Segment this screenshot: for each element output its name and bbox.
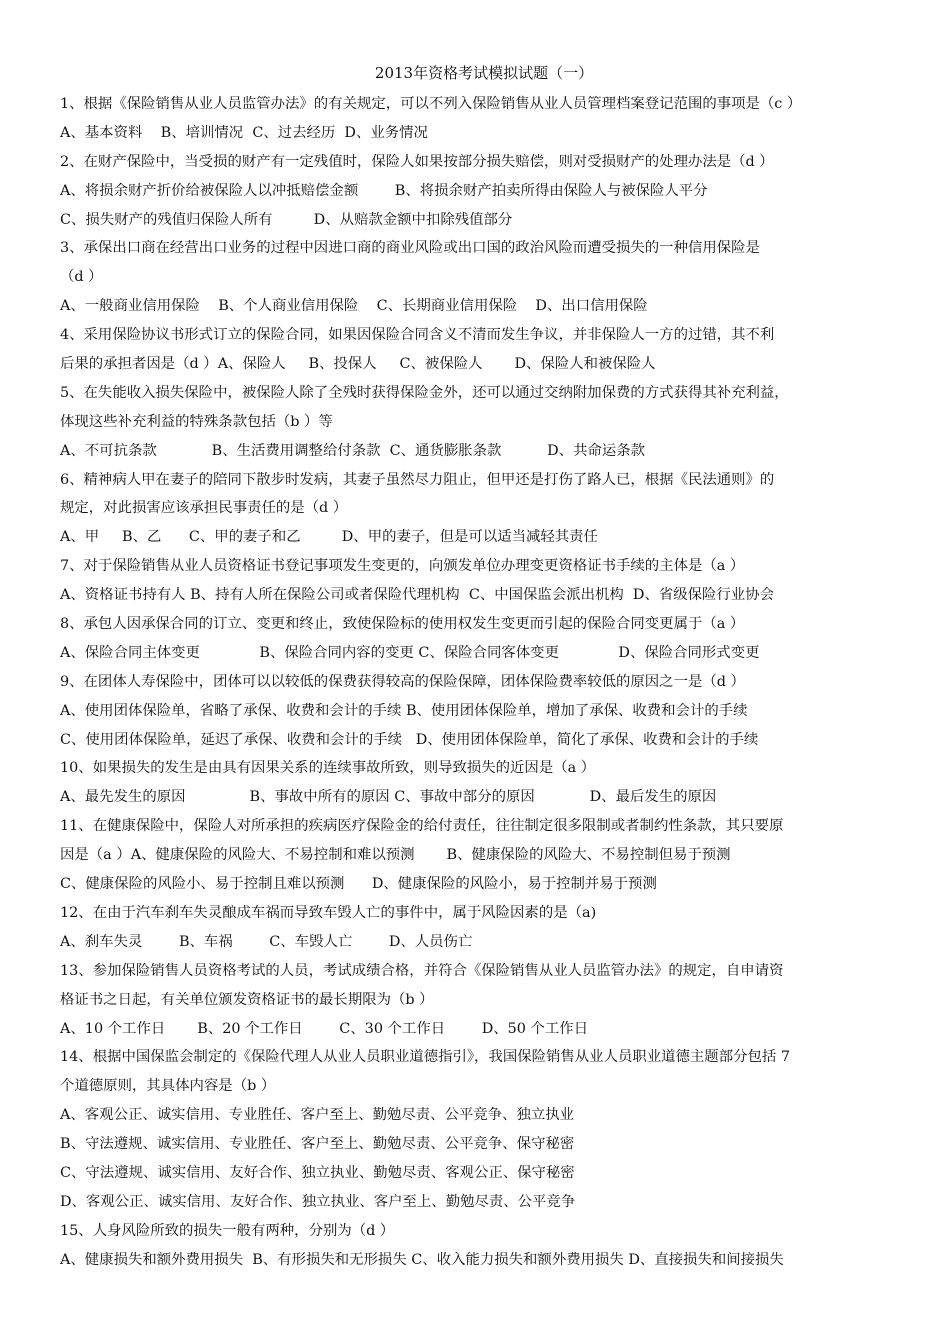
question-list	[60, 90, 898, 1275]
text-line: （d ）	[60, 269, 103, 286]
text-line: A、将损余财产折价给被保险人以冲抵赔偿金额 B、将损余财产拍卖所得由保险人与被保险人平分	[60, 182, 708, 199]
text-line: 1、根据《保险销售从业人员监管办法》的有关规定，可以不列入保险销售从业人员管理档案登记范围的事项是（c ）	[60, 96, 802, 112]
text-line: 5、在失能收入损失保险中，被保险人除了全残时获得保险金外，还可以通过交纳附加保费的方式获得其补充利益，	[60, 384, 789, 401]
text-line: 7、对于保险销售从业人员资格证书登记事项发生变更的，向颁发单位办理变更资格证书手续的主体是（a ）	[60, 558, 745, 575]
text-line: 因是（a ）A、健康保险的风险大、不易控制和难以预测 B、健康保险的风险大、不易控制但易于预测	[60, 847, 731, 864]
text-line: 2、在财产保险中，当受损的财产有一定残值时，保险人如果按部分损失赔偿，则对受损财产的处理办法是（d ）	[60, 153, 774, 170]
text-line: C、使用团体保险单，延迟了承保、收费和会计的手续 D、使用团体保险单，简化了承保、收费和会计的手续	[60, 731, 759, 748]
document-page	[60, 62, 898, 1275]
text-line: A、刹车失灵 B、车祸 C、车毁人亡 D、人员伤亡	[60, 933, 473, 950]
text-line: 体现这些补充利益的特殊条款包括（b ）等	[60, 413, 333, 430]
text-line: 4、采用保险协议书形式订立的保险合同，如果因保险合同含义不清而发生争议，并非保险人一方的过错，其不利	[60, 327, 775, 344]
text-line: 8、承包人因承保合同的订立、变更和终止，致使保险标的使用权发生变更而引起的保险合同变更属于（a ）	[60, 616, 745, 633]
text-line: 个道德原则，其具体内容是（b ）	[60, 1078, 276, 1095]
text-line: C、健康保险的风险小、易于控制且难以预测 D、健康保险的风险小，易于控制并易于预测	[60, 876, 657, 893]
text-line: 格证书之日起，有关单位颁发资格证书的最长期限为（b ）	[60, 991, 434, 1008]
text-line: A、资格证书持有人 B、持有人所在保险公司或者保险代理机构 C、中国保监会派出机构 D、省级保险行业协会	[60, 587, 774, 604]
text-line: A、最先发生的原因 B、事故中所有的原因 C、事故中部分的原因 D、最后发生的原因	[60, 789, 717, 806]
text-line: A、10 个工作日 B、20 个工作日 C、30 个工作日 D、50 个工作日	[60, 1020, 589, 1037]
text-line: A、健康损失和额外费用损失 B、有形损失和无形损失 C、收入能力损失和额外费用损失 D、直接损失和间接损失	[60, 1251, 784, 1268]
text-line: 15、人身风险所致的损失一般有两种，分别为（d ）	[60, 1222, 395, 1239]
text-line: 9、在团体人寿保险中，团体可以以较低的保费获得较高的保险保障，团体保险费率较低的原因之一是（d ）	[60, 673, 745, 690]
text-line: 10、如果损失的发生是由具有因果关系的连续事故所致，则导致损失的近因是（a ）	[60, 760, 596, 777]
text-line: 6、精神病人甲在妻子的陪同下散步时发病，其妻子虽然尽力阻止，但甲还是打伤了路人已，根据《民法通则》的	[60, 471, 775, 488]
text-line: A、使用团体保险单，省略了承保、收费和会计的手续 B、使用团体保险单，增加了承保、收费和会计的手续	[60, 702, 748, 719]
text-line: A、一般商业信用保险 B、个人商业信用保险 C、长期商业信用保险 D、出口信用保险	[60, 298, 648, 315]
text-line: 后果的承担者因是（d ）A、保险人 B、投保人 C、被保险人 D、保险人和被保险人	[60, 356, 656, 373]
text-line: C、损失财产的残值归保险人所有 D、从赔款金额中扣除残值部分	[60, 211, 513, 228]
text-line: 3、承保出口商在经营出口业务的过程中因进口商的商业风险或出口国的政治风险而遭受损失的一种信用保险是	[60, 240, 760, 257]
text-line: 规定，对此损害应该承担民事责任的是（d ）	[60, 500, 348, 517]
text-line: 14、根据中国保监会制定的《保险代理人从业人员职业道德指引》，我国保险销售从业人员职业道德主题部分包括 7	[60, 1049, 790, 1066]
text-line: A、甲 B、乙 C、甲的妻子和乙 D、甲的妻子，但是可以适当减轻其责任	[60, 529, 598, 546]
text-line: A、基本资料 B、培训情况 C、过去经历 D、业务情况	[60, 124, 428, 141]
text-line: 13、参加保险销售人员资格考试的人员，考试成绩合格，并符合《保险销售从业人员监管办法》的规定，自申请资	[60, 962, 784, 979]
text-line: A、不可抗条款 B、生活费用调整给付条款 C、通货膨胀条款 D、共命运条款	[60, 442, 646, 459]
text-line: B、守法遵规、诚实信用、专业胜任、客户至上、勤勉尽责、公平竞争、保守秘密	[60, 1136, 575, 1153]
text-line: D、客观公正、诚实信用、友好合作、独立执业、客户至上、勤勉尽责、公平竞争	[60, 1193, 576, 1210]
text-line: A、保险合同主体变更 B、保险合同内容的变更 C、保险合同客体变更 D、保险合同形式变更	[60, 644, 760, 661]
document-title: 2013年资格考试模拟试题（一）	[374, 64, 594, 82]
text-line: 12、在由于汽车刹车失灵酿成车祸而导致车毁人亡的事件中，属于风险因素的是（a)	[60, 904, 597, 921]
text-line: 11、在健康保险中，保险人对所承担的疾病医疗保险金的给付责任，往往制定很多限制或者制约性条款，其只要原	[60, 818, 784, 835]
text-line: A、客观公正、诚实信用、专业胜任、客户至上、勤勉尽责、公平竞争、独立执业	[60, 1107, 575, 1124]
text-line: C、守法遵规、诚实信用、友好合作、独立执业、勤勉尽责、客观公正、保守秘密	[60, 1164, 575, 1181]
